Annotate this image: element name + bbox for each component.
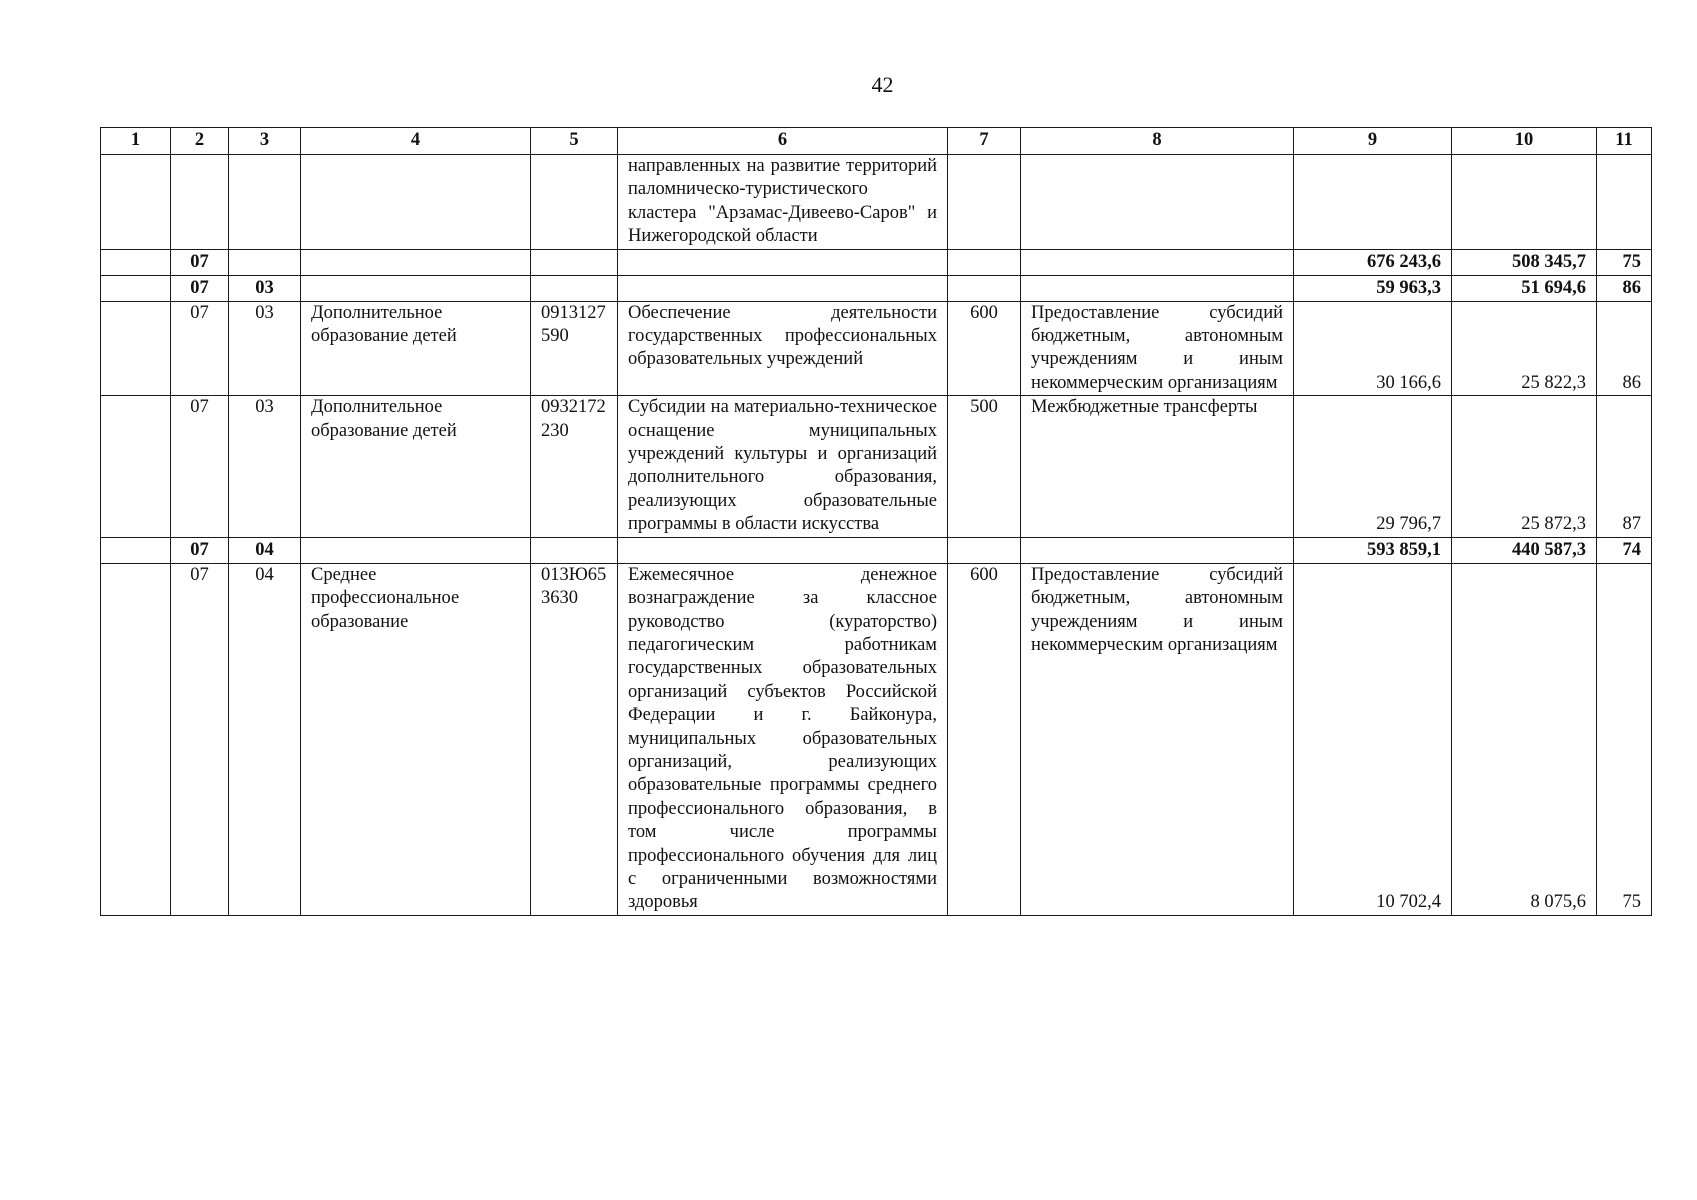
approved-amount: 30 166,6 (1294, 301, 1452, 396)
executed-amount: 8 075,6 (1452, 563, 1597, 915)
table-cell (301, 249, 531, 275)
table-cell (301, 155, 531, 250)
executed-amount: 25 822,3 (1452, 301, 1597, 396)
section-code: 07 (171, 537, 229, 563)
expense-type-name: Предоставление субсидий бюджетным, автономным учреждениям и иным некоммерческим организациям (1021, 301, 1294, 396)
table-cell (101, 249, 171, 275)
execution-percent: 75 (1597, 563, 1652, 915)
column-header: 4 (301, 128, 531, 155)
column-header: 3 (229, 128, 301, 155)
table-cell (229, 155, 301, 250)
subsection-name: Дополнительное образование детей (301, 301, 531, 396)
table-cell (1452, 155, 1597, 250)
section-code: 07 (171, 563, 229, 915)
expense-type-code: 500 (948, 396, 1021, 537)
total-row (101, 249, 1652, 275)
table-cell (101, 301, 171, 396)
table-row (101, 396, 1652, 537)
execution-percent: 75 (1597, 249, 1652, 275)
table-cell (1294, 155, 1452, 250)
table-cell (101, 155, 171, 250)
expense-description: направленных на развитие территорий паломническо-туристического кластера "Арзамас-Дивеево-Саров" и Нижегородской области (618, 155, 948, 250)
table-cell (618, 275, 948, 301)
table-cell (531, 537, 618, 563)
subsection-name: Дополнительное образование детей (301, 396, 531, 537)
table-cell (101, 275, 171, 301)
column-header: 6 (618, 128, 948, 155)
execution-percent: 74 (1597, 537, 1652, 563)
subsection-name: Среднее профессиональное образование (301, 563, 531, 915)
total-row (101, 275, 1652, 301)
expense-description: Обеспечение деятельности государственных профессиональных образовательных учреждений (618, 301, 948, 396)
table-cell (1021, 249, 1294, 275)
execution-percent: 86 (1597, 301, 1652, 396)
table-cell (301, 537, 531, 563)
subsection-code: 03 (229, 275, 301, 301)
section-code: 07 (171, 275, 229, 301)
execution-percent: 86 (1597, 275, 1652, 301)
expense-type-code: 600 (948, 563, 1021, 915)
table-cell (948, 537, 1021, 563)
expense-type-name: Межбюджетные трансферты (1021, 396, 1294, 537)
table-row (101, 563, 1652, 915)
target-article-code: 0932172230 (531, 396, 618, 537)
table-cell (171, 155, 229, 250)
column-header: 10 (1452, 128, 1597, 155)
subsection-code: 03 (229, 301, 301, 396)
table-cell (531, 249, 618, 275)
subsection-code: 03 (229, 396, 301, 537)
executed-amount: 51 694,6 (1452, 275, 1597, 301)
approved-amount: 29 796,7 (1294, 396, 1452, 537)
table-cell (618, 537, 948, 563)
section-code: 07 (171, 249, 229, 275)
target-article-code: 0913127590 (531, 301, 618, 396)
header-row (101, 128, 1652, 155)
executed-amount: 25 872,3 (1452, 396, 1597, 537)
budget-table (100, 127, 1652, 916)
approved-amount: 10 702,4 (1294, 563, 1452, 915)
table-cell (301, 275, 531, 301)
column-header: 8 (1021, 128, 1294, 155)
approved-amount: 59 963,3 (1294, 275, 1452, 301)
expense-description: Субсидии на материально-техническое оснащение муниципальных учреждений культуры и организаций дополнительного образования, реализующих образовательные программы в области искусства (618, 396, 948, 537)
target-article-code: 013Ю653630 (531, 563, 618, 915)
page-number: 42 (871, 72, 894, 97)
executed-amount: 440 587,3 (1452, 537, 1597, 563)
execution-percent: 87 (1597, 396, 1652, 537)
section-code: 07 (171, 301, 229, 396)
table-cell (101, 563, 171, 915)
expense-type-name: Предоставление субсидий бюджетным, автономным учреждениям и иным некоммерческим организациям (1021, 563, 1294, 915)
column-header: 7 (948, 128, 1021, 155)
table-cell (948, 249, 1021, 275)
column-header: 1 (101, 128, 171, 155)
table-cell (1021, 155, 1294, 250)
subsection-code (229, 249, 301, 275)
table-cell (1021, 275, 1294, 301)
table-cell (948, 275, 1021, 301)
column-header: 11 (1597, 128, 1652, 155)
expense-description: Ежемесячное денежное вознаграждение за классное руководство (кураторство) педагогическим работникам государственных образовательных организаций субъектов Российской Федерации и г. Байконура, муниципальных образовательных организаций, реализующих образовательные программы среднего профессионального образования, в том числе программы профессионального обучения для лиц с ограниченными возможностями здоровья (618, 563, 948, 915)
table-cell (948, 155, 1021, 250)
expense-type-code: 600 (948, 301, 1021, 396)
total-row (101, 537, 1652, 563)
column-header: 9 (1294, 128, 1452, 155)
table-cell (101, 396, 171, 537)
approved-amount: 676 243,6 (1294, 249, 1452, 275)
table-row (101, 301, 1652, 396)
table-cell (1597, 155, 1652, 250)
table-row (101, 155, 1652, 250)
table-cell (618, 249, 948, 275)
subsection-code: 04 (229, 563, 301, 915)
subsection-code: 04 (229, 537, 301, 563)
section-code: 07 (171, 396, 229, 537)
table-cell (101, 537, 171, 563)
approved-amount: 593 859,1 (1294, 537, 1452, 563)
table-cell (531, 275, 618, 301)
table-cell (531, 155, 618, 250)
table-cell (1021, 537, 1294, 563)
column-header: 5 (531, 128, 618, 155)
column-header: 2 (171, 128, 229, 155)
executed-amount: 508 345,7 (1452, 249, 1597, 275)
